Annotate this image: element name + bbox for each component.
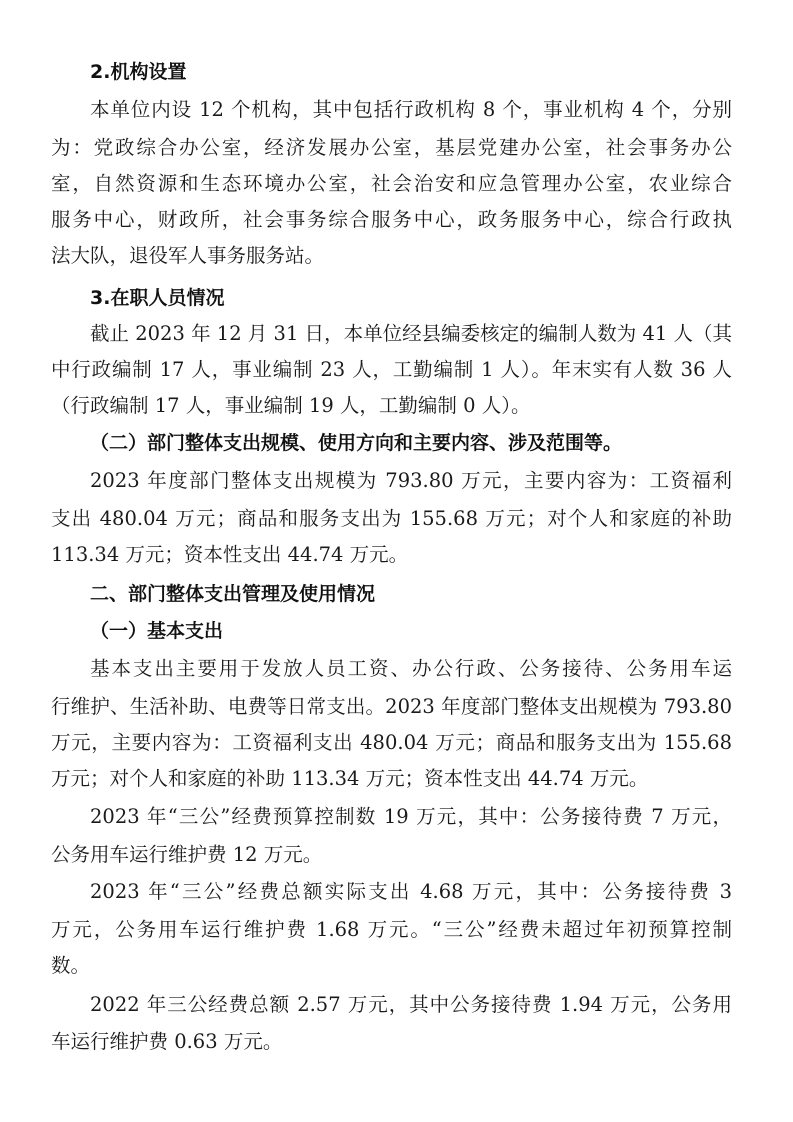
paragraph-line: 为：党政综合办公室，经济发展办公室，基层党建办公室，社会事务办公 bbox=[51, 136, 732, 159]
paragraph-line: 2023 年度部门整体支出规模为 793.80 万元，主要内容为：工资福利 bbox=[90, 469, 732, 492]
basic-paragraph-3 bbox=[90, 874, 732, 910]
scale-paragraph-cont bbox=[51, 501, 732, 573]
section-heading-scale: （二）部门整体支出规模、使用方向和主要内容、涉及范围等。 bbox=[90, 432, 623, 454]
basic-paragraph-4-cont bbox=[51, 1024, 732, 1060]
paragraph-line: 截止 2023 年 12 月 31 日，本单位经县编委核定的编制人数为 41 人（其 bbox=[90, 322, 732, 345]
basic-paragraph-1 bbox=[90, 651, 732, 687]
paragraph-line: 中行政编制 17 人，事业编制 23 人，工勤编制 1 人）。年末实有人数 36 人 bbox=[51, 358, 732, 381]
paragraph-line: 2023 年“三公”经费总额实际支出 4.68 万元，其中：公务接待费 3 bbox=[90, 880, 732, 903]
staff-paragraph bbox=[90, 316, 732, 352]
paragraph-line: （行政编制 17 人，事业编制 19 人，工勤编制 0 人）。 bbox=[51, 394, 531, 417]
paragraph-line: 车运行维护费 0.63 万元。 bbox=[51, 1030, 283, 1053]
paragraph-line: 公务用车运行维护费 12 万元。 bbox=[51, 843, 323, 866]
paragraph-line: 2023 年“三公”经费预算控制数 19 万元，其中：公务接待费 7 万元， bbox=[90, 805, 732, 828]
section-heading-part2: 二、部门整体支出管理及使用情况 bbox=[90, 583, 376, 605]
basic-paragraph-3-cont bbox=[51, 912, 732, 984]
org-paragraph-cont bbox=[51, 130, 732, 274]
paragraph-line: 本单位内设 12 个机构，其中包括行政机构 8 个，事业机构 4 个，分别 bbox=[90, 98, 732, 121]
basic-paragraph-2-cont bbox=[51, 837, 732, 873]
section-heading-org: 2.机构设置 bbox=[90, 61, 187, 83]
scale-paragraph bbox=[90, 463, 732, 499]
basic-paragraph-1-cont bbox=[51, 689, 732, 797]
paragraph-line: 2022 年三公经费总额 2.57 万元，其中公务接待费 1.94 万元，公务用 bbox=[90, 993, 732, 1016]
paragraph-line: 数。 bbox=[51, 954, 91, 977]
paragraph-line: 基本支出主要用于发放人员工资、办公行政、公务接待、公务用车运 bbox=[90, 657, 732, 680]
paragraph-line: 法大队，退役军人事务服务站。 bbox=[51, 244, 325, 267]
paragraph-line: 行维护、生活补助、电费等日常支出。2023 年度部门整体支出规模为 793.80 bbox=[51, 695, 732, 718]
basic-paragraph-2 bbox=[90, 799, 732, 835]
paragraph-line: 万元；对个人和家庭的补助 113.34 万元；资本性支出 44.74 万元。 bbox=[51, 767, 649, 790]
section-heading-basic: （一）基本支出 bbox=[90, 620, 224, 642]
paragraph-line: 室，自然资源和生态环境办公室，社会治安和应急管理办公室，农业综合 bbox=[51, 172, 732, 195]
paragraph-line: 万元，主要内容为：工资福利支出 480.04 万元；商品和服务支出为 155.68 bbox=[51, 731, 732, 754]
paragraph-line: 万元，公务用车运行维护费 1.68 万元。“三公”经费未超过年初预算控制 bbox=[51, 918, 732, 941]
paragraph-line: 支出 480.04 万元；商品和服务支出为 155.68 万元；对个人和家庭的补助 bbox=[51, 507, 732, 530]
section-heading-staff: 3.在职人员情况 bbox=[90, 287, 225, 309]
org-paragraph bbox=[90, 92, 732, 128]
staff-paragraph-cont bbox=[51, 352, 732, 424]
paragraph-line: 服务中心，财政所，社会事务综合服务中心，政务服务中心，综合行政执 bbox=[51, 208, 732, 231]
paragraph-line: 113.34 万元；资本性支出 44.74 万元。 bbox=[51, 543, 409, 566]
basic-paragraph-4 bbox=[90, 987, 732, 1023]
